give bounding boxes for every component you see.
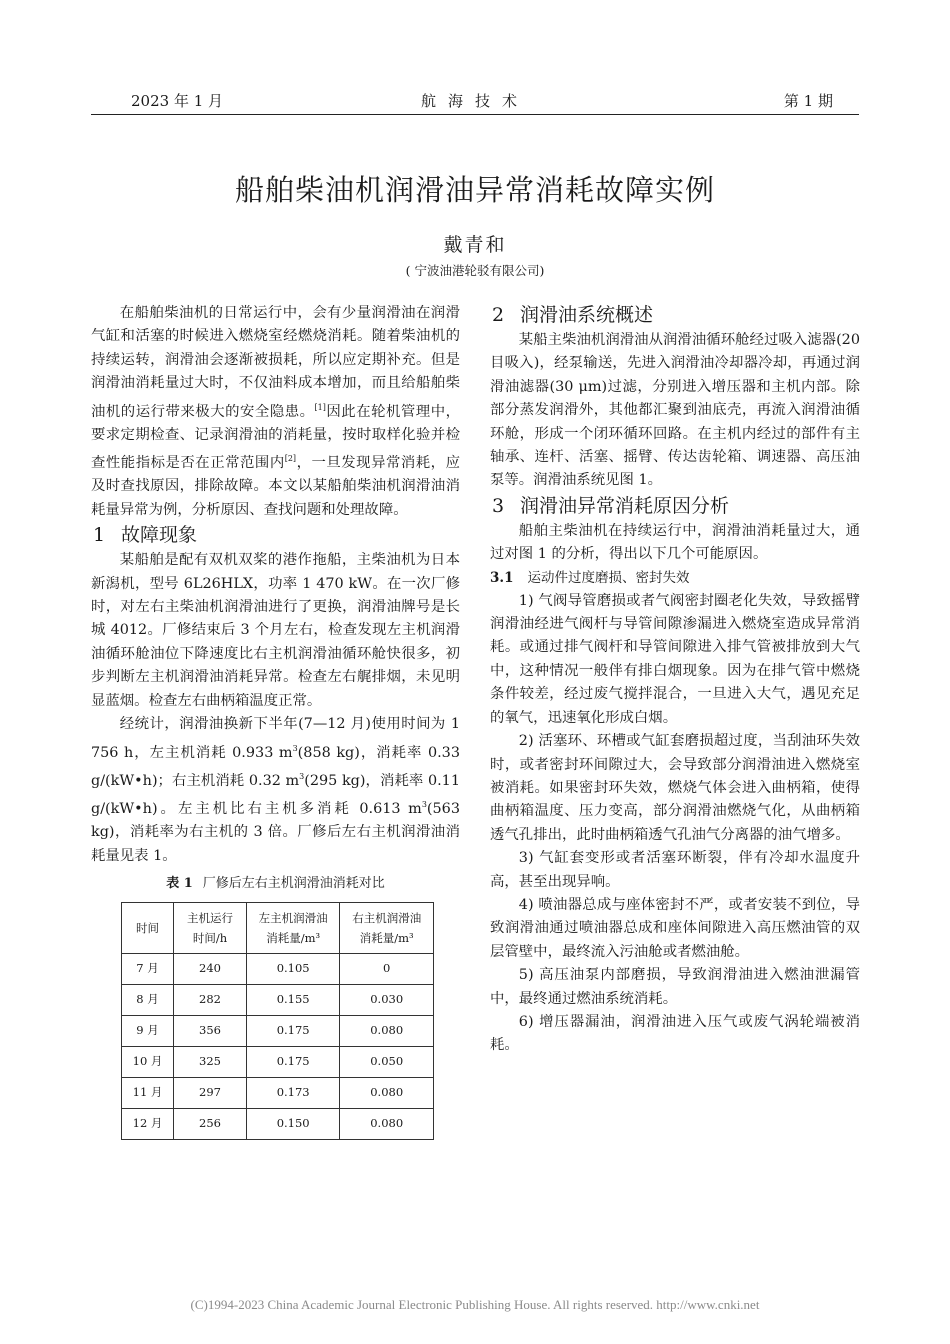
table-row: [122, 1077, 434, 1108]
section-3-title: 润滑油异常消耗原因分析: [520, 494, 730, 517]
header-text: 消耗量/m³: [359, 930, 414, 945]
table-cell: 0.080: [340, 1108, 434, 1139]
section-1-paragraph-1: 某船舶是配有双机双桨的港作拖船，主柴油机为日本新潟机，型号 6L26HLX，功率 1 470 kW。在一次厂修时，对左右主柴油机润滑油进行了更换，润滑油牌号是长城 4012。厂修结束后 3 个月左右，检查发现左主机润滑油循环舱油位下降速度比右主机润滑油循环舱快很多，初步判断左主机润滑油消耗异常。检查左右艉排烟，未见明显蓝烟。检查左右曲柄箱温度正常。: [91, 552, 460, 709]
author-affiliation: ( 宁波油港轮驳有限公司): [405, 263, 545, 278]
header-text: 时间: [136, 920, 160, 935]
table-cell: 0.155: [246, 984, 340, 1015]
table-cell: 0.175: [246, 1046, 340, 1077]
intro-paragraph: [91, 302, 460, 522]
table-cell: 10 月: [122, 1046, 174, 1077]
cause-item: 4) 喷油器总成与座体密封不严，或者安装不到位，导致润滑油通过喷油器总成和座体间隙进入高压燃油管的双层管壁中，最终流入污油舱或者燃油舱。: [490, 896, 860, 960]
header-text: 消耗量/m³: [266, 930, 321, 945]
section-1-heading: [91, 522, 460, 549]
superscript-3: 3: [299, 771, 305, 781]
table-cell: 0.080: [340, 1077, 434, 1108]
intro-text-3: ，一旦发现异常消耗，应及时查找原因，排除故障。本文以某船舶柴油机润滑油消耗量异常为例，分析原因、查找问题和处理故障。: [91, 455, 460, 518]
section-3-paragraph-1: 船舶主柴油机在持续运行中，润滑油消耗量过大，通过对图 1 的分析，得出以下几个可能原因。: [490, 522, 860, 563]
table-caption-text: 厂修后左右主机润滑油消耗对比: [202, 875, 385, 891]
stats-text-a: 经统计，润滑油换新下半年(7—12 月)使用时间为 1 756 h，左主机消耗 0.933 m: [91, 716, 460, 761]
intro-text-1: 在船舶柴油机的日常运行中，会有少量润滑油在润滑气缸和活塞的时候进入燃烧室经燃烧消耗。随着柴油机的持续运转，润滑油会逐渐被损耗，所以应定期补充。但是润滑油消耗量过大时，不仅油料成本增加，而且给船舶柴油机的运行带来极大的安全隐患。: [91, 305, 460, 420]
subsection-3-1-title: 运动件过度磨损、密封失效: [527, 569, 690, 586]
table-cell: 0.050: [340, 1046, 434, 1077]
citation-2[interactable]: [2]: [284, 454, 297, 464]
section-2-paragraph-1: 某船主柴油机润滑油从润滑油循环舱经过吸入滤器(20 目吸入)，经泵输送，先进入润滑油冷却器冷却，再通过润滑油滤器(30 μm)过滤，分别进入增压器和主机内部。除部分蒸发润滑外，其他都汇聚到油底壳，再流入润滑油循环舱，形成一个闭环循环回路。在主机内经过的部件有主轴承、连杆、活塞、摇臂、传达齿轮箱、调速器、高压油泵等。润滑油系统见图 1。: [490, 332, 860, 489]
section-1-number: 1: [93, 524, 106, 547]
right-column: [490, 302, 860, 1058]
table-row: [122, 1015, 434, 1046]
header-issue: 第 1 期: [783, 92, 833, 110]
header-text: 主机运行: [186, 910, 233, 925]
stats-text-d: (563 kg)，消耗率为右主机的 3 倍。厂修后左右主机润滑油消耗量见表 1。: [91, 800, 460, 864]
table-cell: 9 月: [122, 1015, 174, 1046]
header-text: 左主机润滑油: [258, 910, 328, 925]
article-title: 船舶柴油机润滑油异常消耗故障实例: [234, 173, 715, 207]
table-cell: 8 月: [122, 984, 174, 1015]
header-cell-left-consumption: [246, 902, 340, 953]
subsection-3-1-heading: [490, 567, 860, 590]
table-caption: [91, 874, 460, 894]
table-row: [122, 984, 434, 1015]
header-text: 时间/h: [192, 930, 228, 945]
section-2-title: 润滑油系统概述: [520, 304, 654, 326]
consumption-table: [121, 902, 434, 1140]
cause-item: 3) 气缸套变形或者活塞环断裂，伴有冷却水温度升高，甚至出现异响。: [490, 850, 860, 890]
table-cell: 297: [174, 1077, 247, 1108]
table-row: [122, 1108, 434, 1139]
stats-text-b: (858 kg)，消耗率 0.33 g/(kW•h)；右主机消耗 0.32 m: [91, 744, 460, 789]
table-cell: 0.030: [340, 984, 434, 1015]
cause-item: 5) 高压油泵内部磨损，导致润滑油进入燃油泄漏管中，最终通过燃油系统消耗。: [490, 967, 860, 1007]
table-cell: 0.175: [246, 1015, 340, 1046]
copyright-footer: (C)1994-2023 China Academic Journal Electronic Publishing House. All rights reserved. http://www.cnki.net: [190, 1297, 760, 1312]
table-cell: 0.080: [340, 1015, 434, 1046]
left-column: [91, 302, 460, 1140]
superscript-3: 3: [292, 743, 298, 753]
header-date: 2023 年 1 月: [131, 92, 224, 110]
intro-text-2: 因此在轮机管理中，要求定期检查、记录润滑油的消耗量，按时取样化验并检查性能指标是否在正常范围内: [91, 403, 460, 472]
table-cell: 256: [174, 1108, 247, 1139]
table-header-row: [122, 902, 434, 953]
cause-item: 2) 活塞环、环槽或气缸套磨损超过度，当刮油环失效时，或者密封环间隙过大，会导致部分润滑油进入燃烧室被消耗。如果密封环失效，燃烧气体会进入曲柄箱，使得曲柄箱温度、压力变高，部分润滑油燃烧气化，从曲柄箱透气孔排出，此时曲柄箱透气孔油气分离器的油气增多。: [490, 733, 860, 843]
table-label: 表 1: [166, 875, 193, 891]
header-cell-right-consumption: [340, 902, 434, 953]
header-journal: 航海技术: [420, 92, 529, 110]
table-cell: 12 月: [122, 1108, 174, 1139]
table-cell: 0.105: [246, 953, 340, 984]
table-row: [122, 1046, 434, 1077]
citation-1[interactable]: [1]: [314, 402, 326, 412]
section-3-heading: [490, 493, 860, 520]
table-cell: 0: [340, 953, 434, 984]
table-cell: 356: [174, 1015, 247, 1046]
subsection-3-1-number: 3.1: [490, 569, 514, 586]
table-cell: 11 月: [122, 1077, 174, 1108]
section-1-title: 故障现象: [121, 524, 198, 547]
stats-text-c: (295 kg)，消耗率 0.11 g/(kW•h)。左主机比右主机多消耗 0.613 m: [91, 772, 460, 817]
cause-item: 6) 增压器漏油，润滑油进入压气或废气涡轮端被消耗。: [490, 1013, 860, 1054]
table-row: [122, 953, 434, 984]
superscript-3: 3: [421, 799, 427, 809]
header-cell-month: [122, 902, 174, 953]
table-cell: 0.173: [246, 1077, 340, 1108]
header-cell-runtime: [174, 902, 247, 953]
table-cell: 325: [174, 1046, 247, 1077]
running-header: [91, 88, 859, 115]
table-cell: 282: [174, 984, 247, 1015]
table-cell: 240: [174, 953, 247, 984]
header-text: 右主机润滑油: [352, 910, 422, 925]
section-1-paragraph-2: [91, 713, 460, 868]
section-2-number: 2: [492, 304, 505, 326]
table-cell: 0.150: [246, 1108, 340, 1139]
author-name: 戴青和: [443, 234, 507, 256]
section-3-number: 3: [492, 494, 505, 517]
table-cell: 7 月: [122, 953, 174, 984]
section-2-heading: [490, 302, 860, 329]
cause-item: 1) 气阀导管磨损或者气阀密封圈老化失效，导致摇臂润滑油经进气阀杆与导管间隙渗漏进入燃烧室造成异常消耗。或通过排气阀杆和导管间隙进入排气管被排放到大气中，这种情况一般伴有排白烟现象。因为在排气管中燃烧条件较差，经过废气搅拌混合，一旦进入大气，遇见充足的氧气，迅速氧化形成白烟。: [490, 592, 860, 726]
